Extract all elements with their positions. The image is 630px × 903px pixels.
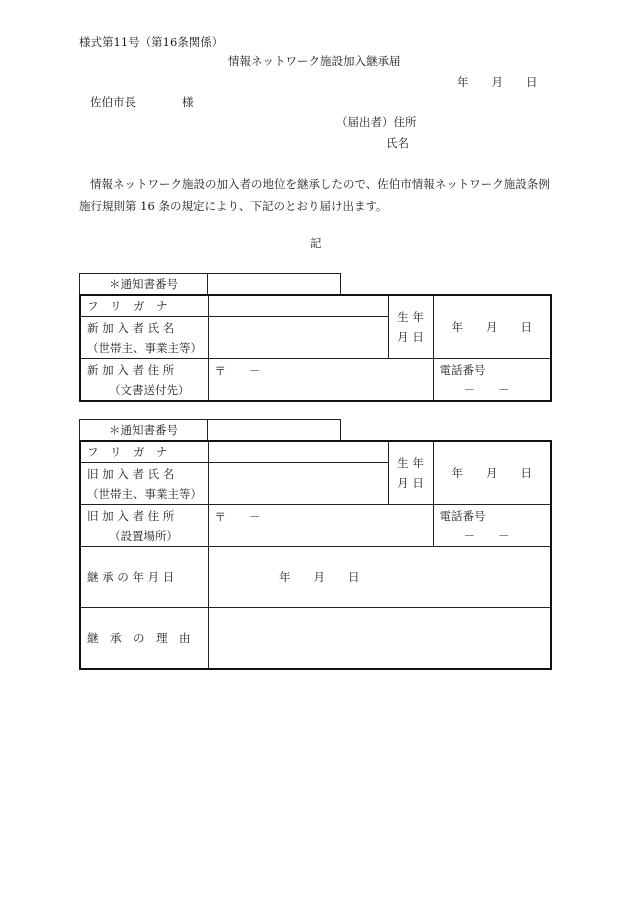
succession-reason-label: 継 承 の 理 由 [80, 608, 208, 670]
new-subscriber-name-label [80, 317, 208, 359]
old-subscriber-address-label [80, 505, 208, 547]
succession-date-field[interactable] [208, 547, 551, 608]
postal-code: 〒 － [214, 510, 261, 524]
address-label: 新 加 入 者 住 所 [87, 362, 175, 377]
new-subscriber-address-label [80, 359, 208, 402]
name-sub-label: （世帯主、事業主等） [87, 486, 202, 501]
furigana-label: フ リ ガ ナ [80, 441, 208, 463]
name-field[interactable] [208, 463, 388, 505]
birth-label-top: 生 年 [397, 310, 424, 324]
phone-cell[interactable] [433, 359, 551, 402]
furigana-label: フ リ ガ ナ [80, 295, 208, 317]
notice-number-field[interactable] [208, 274, 341, 295]
birth-label-top: 生 年 [397, 456, 424, 470]
phone-value: － － [463, 528, 510, 543]
birth-date-field[interactable]: 年 月 日 [433, 295, 551, 359]
notifier-name-label: 氏名 [386, 136, 409, 150]
addressee: 佐伯市長 様 [90, 95, 194, 109]
birth-label [388, 441, 433, 505]
ki-heading: 記 [310, 236, 322, 250]
address-sub-label: （設置場所） [109, 528, 178, 543]
notifier-address-label: （届出者）住所 [336, 115, 417, 129]
name-sub-label: （世帯主、事業主等） [87, 340, 202, 355]
furigana-field[interactable] [208, 441, 388, 463]
date-line: 年 月 日 [457, 75, 538, 89]
name-label: 新 加 入 者 氏 名 [87, 320, 175, 335]
name-field[interactable] [208, 317, 388, 359]
furigana-field[interactable] [208, 295, 388, 317]
notice-number-table-1 [79, 273, 341, 295]
address-field[interactable] [208, 505, 433, 547]
postal-code: 〒 － [214, 364, 261, 378]
name-label: 旧 加 入 者 氏 名 [87, 466, 175, 481]
notice-number-label: ＊通知書番号 [80, 420, 208, 441]
new-subscriber-table [79, 294, 552, 402]
form-number: 様式第11号（第16条関係） [79, 35, 224, 49]
phone-value: － － [463, 382, 510, 397]
birth-label-bottom: 月 日 [397, 476, 424, 490]
phone-label: 電話番号 [439, 362, 486, 377]
notice-number-field[interactable] [208, 420, 341, 441]
old-subscriber-name-label [80, 463, 208, 505]
address-label: 旧 加 入 者 住 所 [87, 508, 175, 523]
address-sub-label: （文書送付先） [109, 382, 190, 397]
notice-number-table-2 [79, 419, 341, 441]
body-text: 情報ネットワーク施設の加入者の地位を継承したので、佐伯市情報ネットワーク施設条例施行規則第 16 条の規定により、下記のとおり届け出ます。 [79, 177, 550, 213]
phone-label: 電話番号 [439, 508, 486, 523]
birth-label-bottom: 月 日 [397, 330, 424, 344]
phone-cell[interactable] [433, 505, 551, 547]
succession-date-label: 継 承 の 年 月 日 [80, 547, 208, 608]
notice-number-label: ＊通知書番号 [80, 274, 208, 295]
old-subscriber-table [79, 440, 552, 670]
succession-date-value: 年 月 日 [279, 570, 360, 584]
birth-date-field[interactable]: 年 月 日 [433, 441, 551, 505]
form-title: 情報ネットワーク施設加入継承届 [228, 54, 401, 68]
address-field[interactable] [208, 359, 433, 402]
birth-label [388, 295, 433, 359]
succession-reason-field[interactable] [208, 608, 551, 670]
